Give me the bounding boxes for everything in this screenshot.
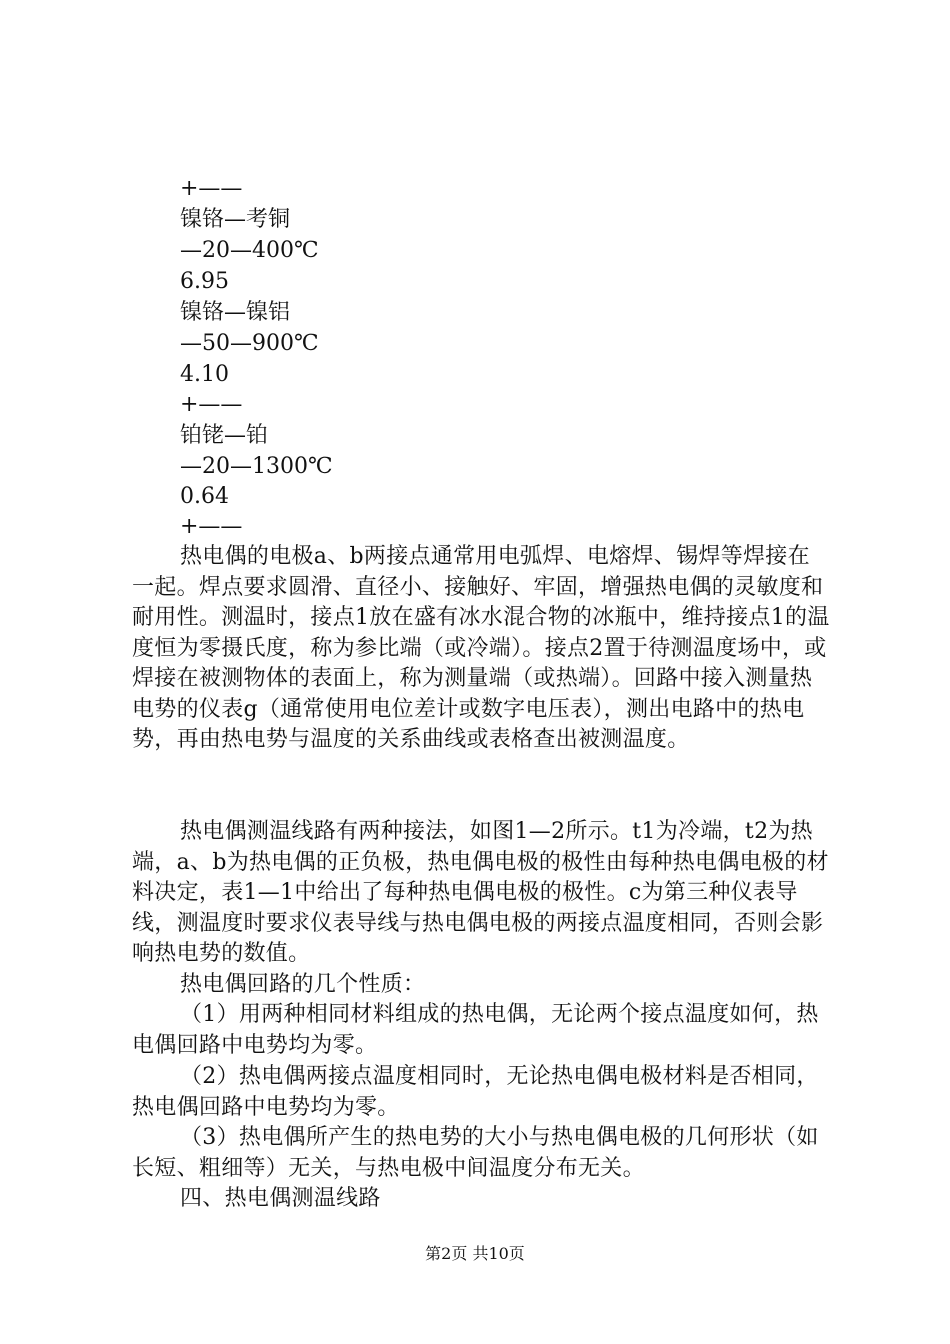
table-row: —20—1300℃: [180, 454, 333, 479]
body-paragraph: 热电偶回路的几个性质：: [180, 972, 426, 997]
table-row: —20—400℃: [180, 238, 319, 263]
table-row: 镍铬—镍铝: [180, 300, 291, 325]
table-row: 4.10: [180, 362, 229, 387]
body-paragraph: （3）热电偶所产生的热电势的大小与热电偶电极的几何形状（如长短、粗细等）无关，与热电极中间温度分布无关。: [132, 1125, 819, 1181]
table-row: 镍铬—考铜: [180, 207, 291, 232]
body-paragraph: （2）热电偶两接点温度相同时，无论热电偶电极材料是否相同，热电偶回路中电势均为零。: [132, 1064, 819, 1120]
table-row: +——: [180, 392, 243, 417]
table-row: +——: [180, 514, 243, 539]
body-paragraph: 热电偶的电极a、b两接点通常用电弧焊、电熔焊、锡焊等焊接在一起。焊点要求圆滑、直径小、接触好、牢固，增强热电偶的灵敏度和耐用性。测温时，接点1放在盛有冰水混合物的冰瓶中，维持接点1的温度恒为零摄氏度，称为参比端（或冷端）。接点2置于待测温度场中，或焊接在被测物体的表面上，称为测量端（或热端）。回路中接入测量热电势的仪表g（通常使用电位差计或数字电压表），测出电路中的热电势，再由热电势与温度的关系曲线或表格查出被测温度。: [132, 544, 830, 752]
table-row: 0.64: [180, 484, 229, 509]
table-row: —50—900℃: [180, 331, 319, 356]
table-row: 6.95: [180, 269, 229, 294]
section-heading: 四、热电偶测温线路: [180, 1186, 381, 1211]
table-row: 铂铑—铂: [180, 423, 269, 448]
table-row: +——: [180, 176, 243, 201]
body-paragraph: （1）用两种相同材料组成的热电偶，无论两个接点温度如何，热电偶回路中电势均为零。: [132, 1002, 819, 1058]
page-number-footer: 第2页 共10页: [425, 1244, 525, 1263]
body-paragraph: 热电偶测温线路有两种接法，如图1—2所示。t1为冷端，t2为热端，a、b为热电偶的正负极，热电偶电极的极性由每种热电偶电极的材料决定，表1—1中给出了每种热电偶电极的极性。c为第三种仪表导线，测温度时要求仪表导线与热电偶电极的两接点温度相同，否则会影响热电势的数值。: [132, 819, 829, 966]
